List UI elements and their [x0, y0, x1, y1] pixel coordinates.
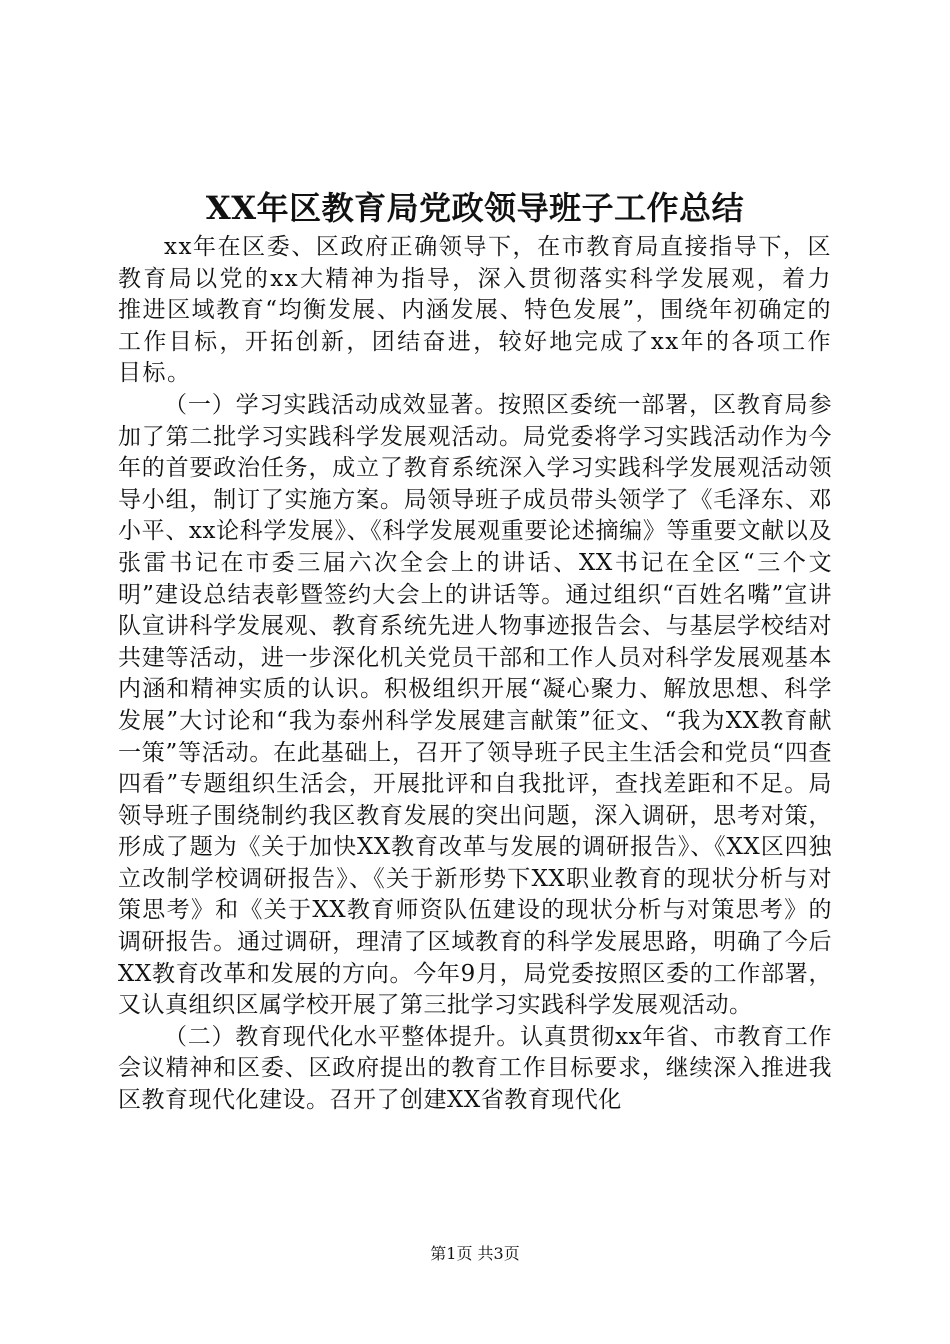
document-body — [118, 232, 832, 1117]
document-title: XX年区教育局党政领导班子工作总结 — [205, 189, 745, 227]
page-footer: 第1页 共3页 — [430, 1244, 520, 1263]
paragraph-section-2: （二）教育现代化水平整体提升。认真贯彻xx年省、市教育工作会议精神和区委、区政府提出的教育工作目标要求，继续深入推进我区教育现代化建设。召开了创建XX省教育现代化 — [118, 1023, 832, 1114]
paragraph-intro: xx年在区委、区政府正确领导下，在市教育局直接指导下，区教育局以党的xx大精神为指导，深入贯彻落实科学发展观，着力推进区域教育“均衡发展、内涵发展、特色发展”，围绕年初确定的工作目标，开拓创新，团结奋进，较好地完成了xx年的各项工作目标。 — [118, 234, 832, 387]
paragraph-section-1: （一）学习实践活动成效显著。按照区委统一部署，区教育局参加了第二批学习实践科学发展观活动。局党委将学习实践活动作为今年的首要政治任务，成立了教育系统深入学习实践科学发展观活动领导小组，制订了实施方案。局领导班子成员带头领学了《毛泽东、邓小平、xx论科学发展》、《科学发展观重要论述摘编》等重要文献以及张雷书记在市委三届六次全会上的讲话、XX书记在全区“三个文明”建设总结表彰暨签约大会上的讲话等。通过组织“百姓名嘴”宣讲队宣讲科学发展观、教育系统先进人物事迹报告会、与基层学校结对共建等活动，进一步深化机关党员干部和工作人员对科学发展观基本内涵和精神实质的认识。积极组织开展“凝心聚力、解放思想、科学发展”大讨论和“我为泰州科学发展建言献策”征文、“我为XX教育献一策”等活动。在此基础上，召开了领导班子民主生活会和党员“四查四看”专题组织生活会，开展批评和自我批评，查找差距和不足。局领导班子围绕制约我区教育发展的突出问题，深入调研，思考对策，形成了题为《关于加快XX教育改革与发展的调研报告》、《XX区四独立改制学校调研报告》、《关于新形势下XX职业教育的现状分析与对策思考》和《关于XX教育师资队伍建设的现状分析与对策思考》的调研报告。通过调研，理清了区域教育的科学发展思路，明确了今后XX教育改革和发展的方向。今年9月，局党委按照区委的工作部署，又认真组织区属学校开展了第三批学习实践科学发展观活动。 — [118, 391, 832, 1019]
